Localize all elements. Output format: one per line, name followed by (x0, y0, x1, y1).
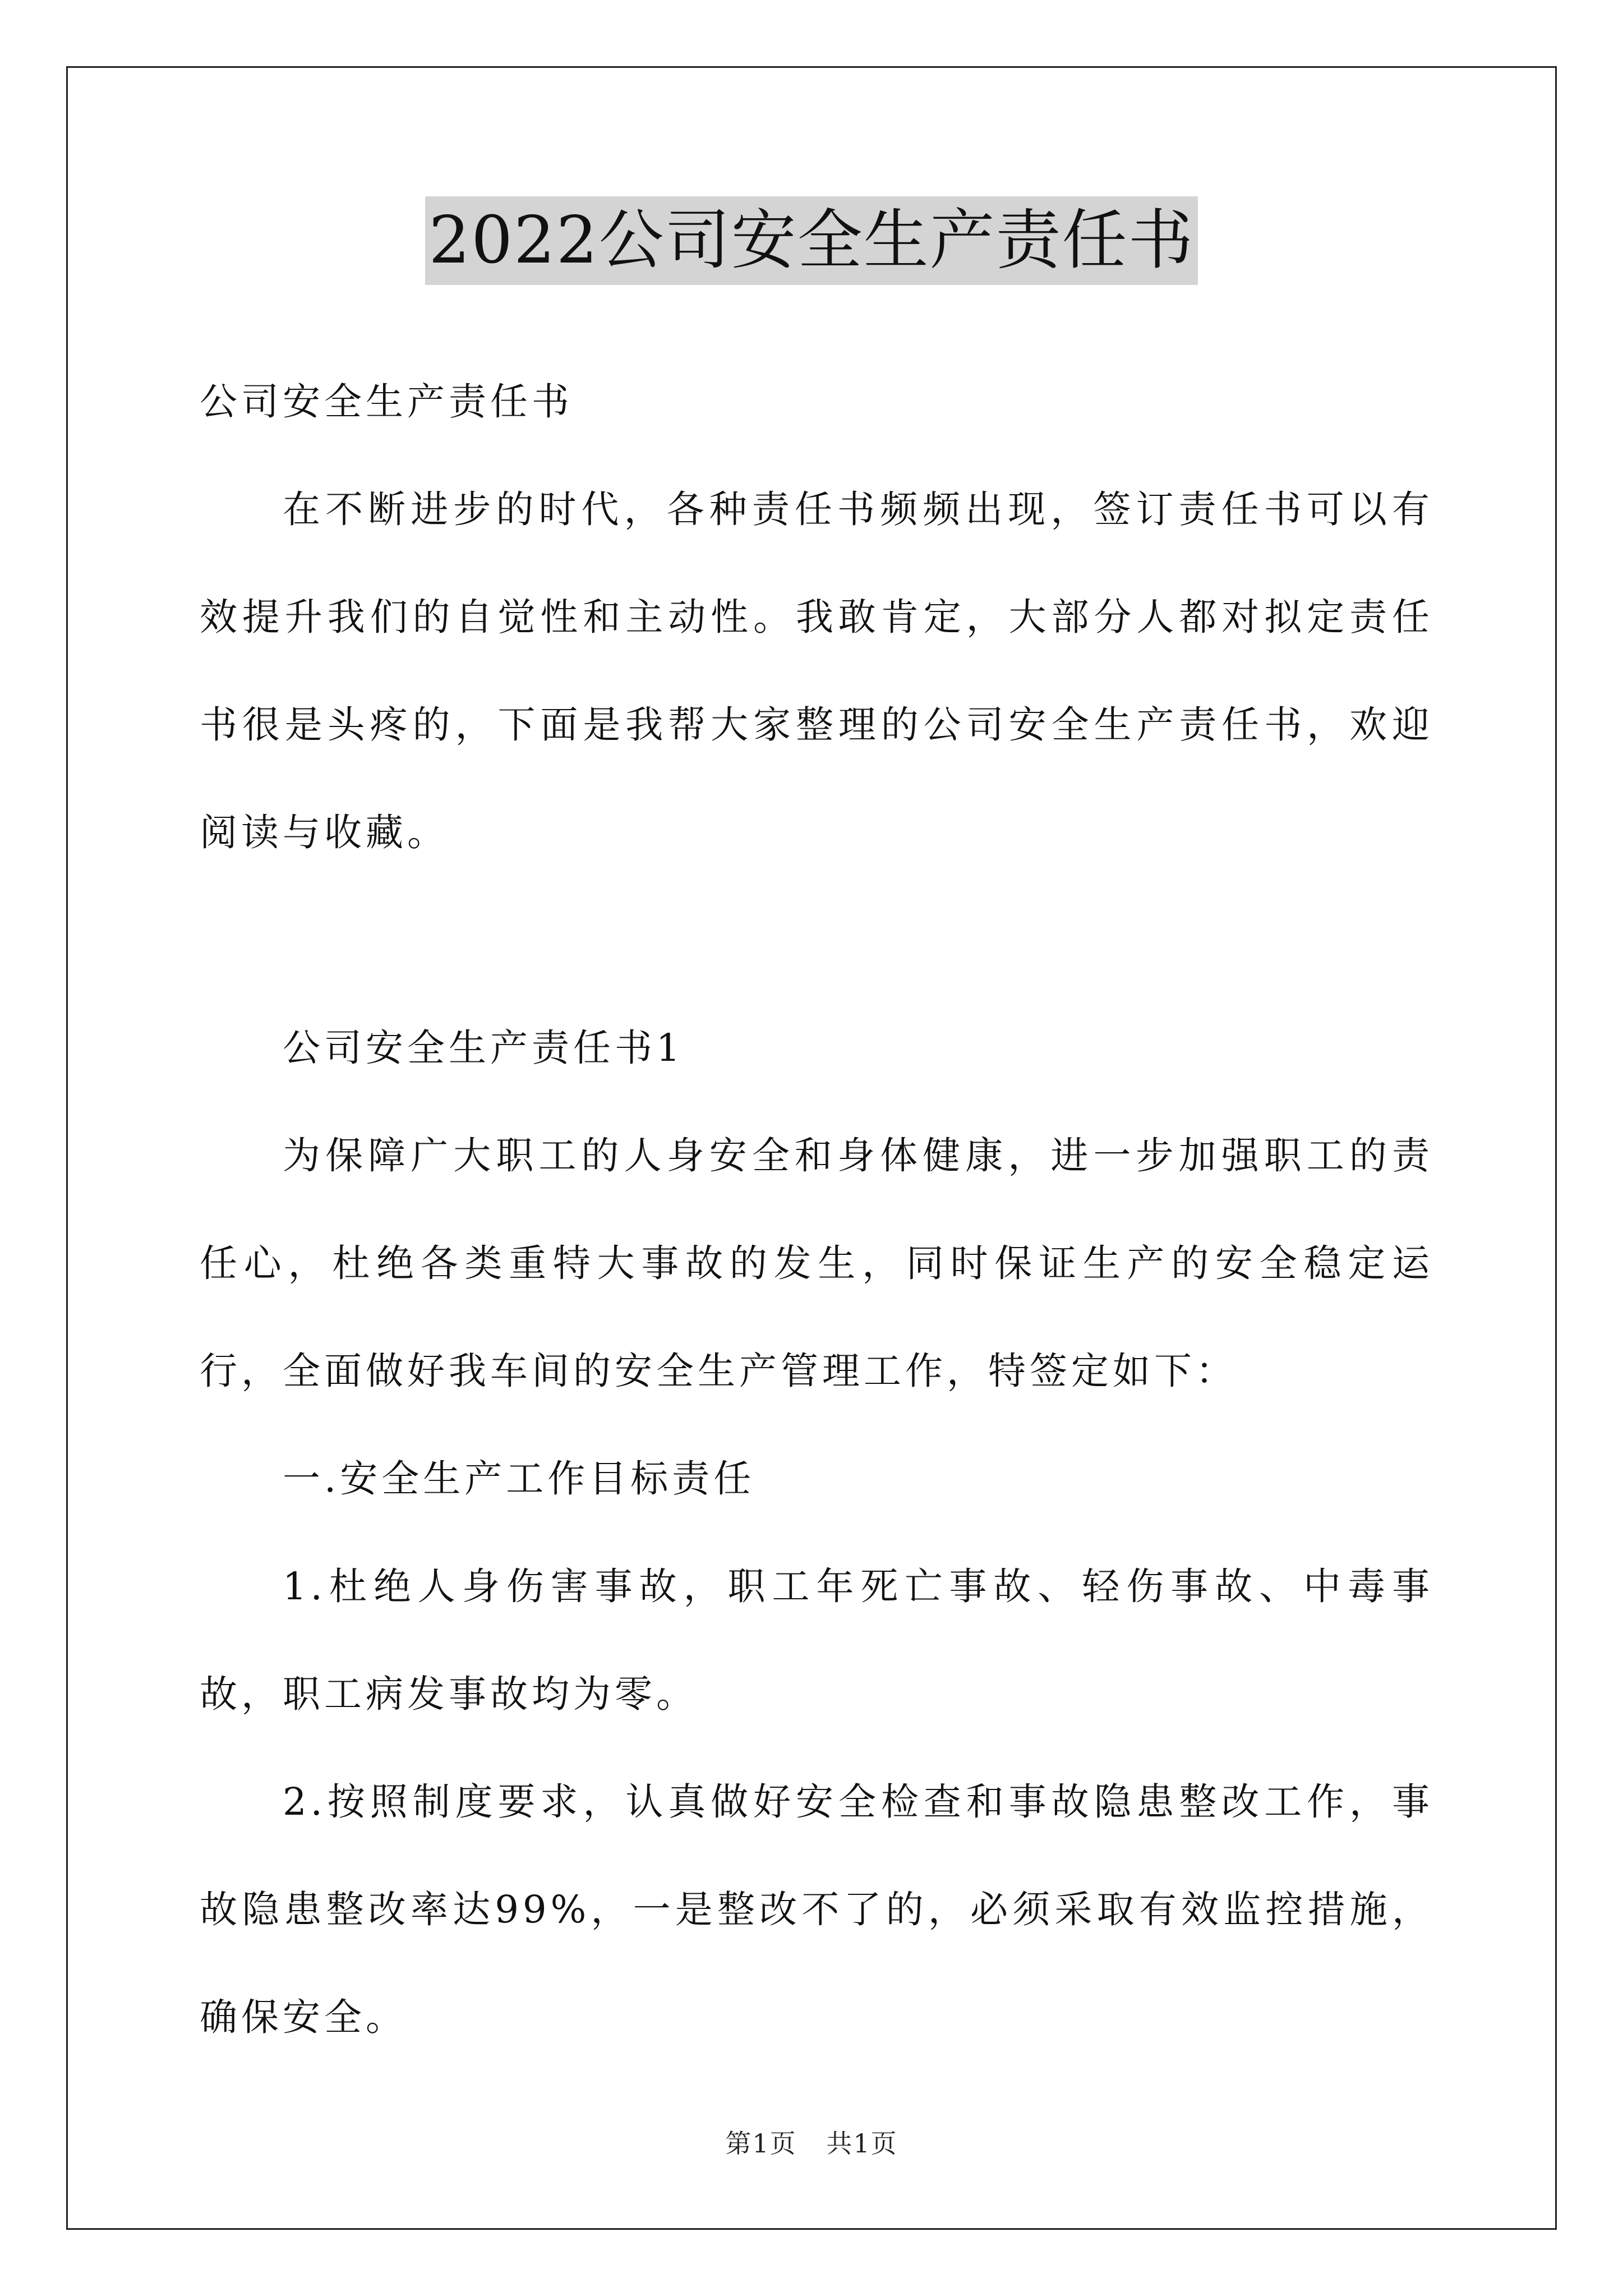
list-item: 1.杜绝人身伤害事故，职工年死亡事故、轻伤事故、中毒事故，职工病发事故均为零。 (200, 1565, 1433, 1716)
page-footer (0, 2123, 1623, 2160)
title-area (0, 196, 1623, 285)
section-title: 公司安全生产责任书1 (283, 1026, 684, 1070)
document-title: 2022公司安全生产责任书 (425, 196, 1197, 285)
paragraph-spacer (200, 886, 1433, 994)
list-item: 2.按照制度要求，认真做好安全检查和事故隐患整改工作，事故隐患整改率达99%，一是整改不了的，必须采取有效监控措施，确保安全。 (200, 1780, 1433, 2039)
document-body (200, 348, 1433, 2071)
body-paragraph: 为保障广大职工的人身安全和身体健康，进一步加强职工的责任心，杜绝各类重特大事故的发生，同时保证生产的安全稳定运行，全面做好我车间的安全生产管理工作，特签定如下： (200, 1134, 1433, 1393)
section-heading: 一.安全生产工作目标责任 (283, 1457, 755, 1501)
document-subtitle: 公司安全生产责任书 (200, 380, 573, 424)
page-number: 第1页 (725, 2128, 797, 2159)
page-total: 共1页 (826, 2128, 898, 2159)
intro-paragraph: 在不断进步的时代，各种责任书频频出现，签订责任书可以有效提升我们的自觉性和主动性。我敢肯定，大部分人都对拟定责任书很是头疼的，下面是我帮大家整理的公司安全生产责任书，欢迎阅读与收藏。 (200, 487, 1433, 854)
